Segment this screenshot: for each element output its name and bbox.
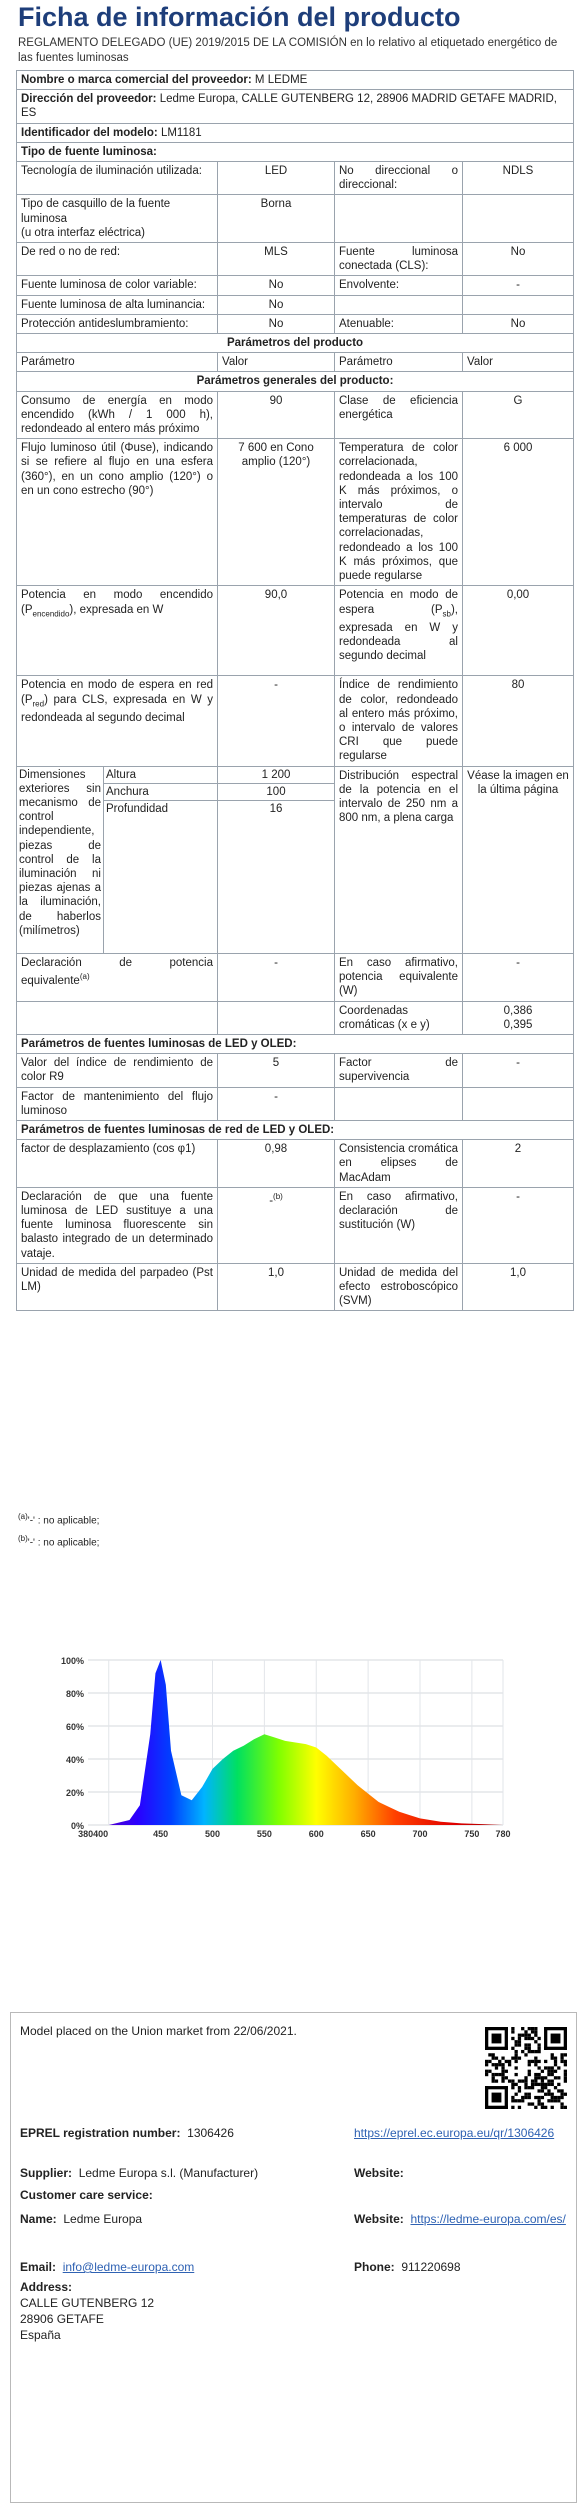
high-luminance-value: No [218,295,335,314]
care-website-label: Website: [354,2212,404,2226]
tech-value: LED [218,162,335,195]
on-power-label-sub: encendido [32,608,70,618]
model-id-value: LM1181 [160,126,202,139]
macadam-label: Consistencia cromática en elipses de MacAdam [335,1140,463,1188]
cct-label: Temperatura de color correlacionada, redondeada a los 100 K más próximos, o intervalo de temperaturas de color correlacionadas, redondeado a los 100 K más próximos, que puede regularse [335,439,463,586]
x-axis-ticks [78,1829,510,1839]
regulation-subtitle: REGLAMENTO DELEGADO (UE) 2019/2015 DE LA COMISIÓN en lo relativo al etiquetado energético de las fuentes luminosas [18,37,558,64]
address-line-1: CALLE GUTENBERG 12 [20,2296,155,2310]
page-title: Ficha de información del producto [18,2,461,32]
phone-label: Phone: [354,2260,395,2274]
cct-value: 6 000 [463,439,574,586]
replacement-sup: (b) [273,1191,283,1201]
x-tick-label: 700 [412,1829,428,1839]
high-luminance-label: Fuente luminosa de alta luminancia: [17,295,218,314]
width-label: Anchura [104,783,218,800]
standby-value: 0,00 [463,586,574,676]
flux-value: 7 600 en Cono amplio (120°) [218,439,335,586]
tech-label: Tecnología de iluminación utilizada: [17,162,218,195]
net-standby-label-a: Potencia en modo de espera en red (P [21,679,213,706]
led-params-heading: Parámetros de fuentes luminosas de LED y OLED: [17,1034,574,1053]
equivalent-power-text: Declaración de potencia equivalente [21,956,213,987]
product-info-table [16,70,574,1311]
r9-value: 5 [218,1054,335,1087]
x-tick-label: 650 [360,1829,376,1839]
glare-label: Protección antideslumbramiento: [17,314,218,333]
y-tick-label: 80% [65,1689,84,1699]
supplier-address-value: Ledme Europa, CALLE GUTENBERG 12, 28906 MADRID GETAFE MADRID, ES [21,93,557,120]
address-line-2: 28906 GETAFE [20,2312,104,2326]
chromaticity-x: 0,386 [503,1004,533,1017]
x-tick-label: 450 [153,1829,169,1839]
footnote-b [18,1530,99,1552]
depth-value: 16 [269,802,283,815]
footnote-b-text: '-' : no aplicable; [27,1537,100,1549]
survival-label: Factor de supervivencia [335,1054,463,1087]
chromaticity-y: 0,395 [503,1018,533,1031]
cap-label-note: (u otra interfaz eléctrica) [21,226,145,239]
efficiency-class-label: Clase de eficiencia energética [335,391,463,439]
net-standby-value: - [218,676,335,766]
on-power-label-b: ), expresada en W [69,603,164,616]
standby-label-b: ), expresada en W y redondeada al segundo decimal [339,603,458,663]
maintenance-label: Factor de mantenimiento del flujo luminoso [17,1087,218,1120]
glare-value: No [218,314,335,333]
on-power-value: 90,0 [218,586,335,676]
y-tick-label: 60% [65,1722,84,1732]
y-tick-label: 20% [65,1788,84,1798]
cos-phi-value: 0,98 [218,1140,335,1188]
website-label: Website: [354,2166,404,2180]
care-website-link[interactable]: https://ledme-europa.com/es/ [410,2212,566,2226]
replacement-aff-label: En caso afirmativo, declaración de sustitución (W) [335,1187,463,1263]
dimensions-table [17,767,217,953]
footnotes [18,1508,99,1553]
x-tick-label: 600 [308,1829,324,1839]
nondir-value: NDLS [463,162,574,195]
svm-value: 1,0 [463,1263,574,1311]
equivalent-aff-value: - [463,953,574,1001]
general-params-heading: Parámetros generales del producto: [17,372,574,391]
email-label: Email: [20,2260,57,2274]
email-link[interactable]: info@ledme-europa.com [62,2260,195,2274]
supplier-label: Supplier: [20,2166,73,2180]
depth-label: Profundidad [106,802,169,815]
energy-label: Consumo de energía en modo encendido (kWh / 1 000 h), redondeado al entero más próximo [17,391,218,439]
eprel-reg-value: 1306426 [187,2126,234,2140]
y-tick-label: 40% [65,1755,84,1765]
standby-label-sub: sb [442,608,451,618]
net-standby-label-sub: red [32,698,45,708]
supplier-name-value: M LEDME [254,74,308,86]
replacement-value-text: - [269,1194,274,1207]
on-power-label [17,586,218,676]
replacement-label: Declaración de que una fuente luminosa de LED sustituye a una fuente luminosa fluorescente sin balasto integrado de un determinado vataje. [17,1187,218,1263]
spd-value: Véase la imagen en la última página [463,766,574,953]
height-label: Altura [104,767,218,784]
supplier-value: Ledme Europa s.l. (Manufacturer) [78,2166,259,2180]
eprel-reg-label: EPREL registration number: [20,2126,181,2140]
footnote-a-text: '-' : no aplicable; [27,1515,100,1527]
model-id-label: Identificador del modelo: [21,126,158,139]
cap-value: Borna [218,195,335,243]
eprel-qr-link[interactable]: https://eprel.ec.europa.eu/qr/1306426 [354,2126,555,2140]
mains-led-heading: Parámetros de fuentes luminosas de red de LED y OLED: [17,1120,574,1139]
footnote-b-sup: (b) [18,1534,28,1544]
cap-label: Tipo de casquillo de la fuente luminosa [21,198,171,225]
address-line-3: España [20,2328,61,2342]
net-standby-label [17,676,218,766]
cri-value: 80 [463,676,574,766]
chromaticity-label: Coordenadas cromáticas (x e y) [335,1001,463,1034]
x-tick-label: 750 [464,1829,480,1839]
cls-value: No [463,243,574,276]
y-tick-label: 100% [60,1656,84,1666]
maintenance-value: - [218,1087,335,1120]
cos-phi-label: factor de desplazamiento (cos φ1) [17,1140,218,1188]
y-axis-ticks [61,1656,84,1831]
phone-value: 911220698 [401,2260,461,2274]
standby-label [335,586,463,676]
standby-label-a: Potencia en modo de espera (P [339,589,458,616]
eprel-card [10,2012,577,2503]
on-power-label-a: Potencia en modo encendido (P [21,589,213,616]
net-standby-label-b: ) para CLS, expresada en W y redondeada al segundo decimal [21,693,213,724]
dimmable-value: No [463,314,574,333]
y-tick-label: 0% [70,1821,84,1831]
footnote-a-sup: (a) [18,1512,28,1521]
col-header-value-1: Valor [218,353,335,372]
replacement-aff-value: - [463,1187,574,1263]
envelope-value: - [463,276,574,295]
equivalent-power-value: - [218,953,335,1001]
cri-label: Índice de rendimiento de color, redondeado al entero más próximo, o intervalo de valores CRI que puede regularse [335,676,463,766]
x-tick-label: 500 [204,1829,221,1839]
spectral-distribution-chart [48,1650,518,1850]
energy-value: 90 [218,391,335,439]
mains-value: MLS [218,243,335,276]
x-tick-label: 380400 [78,1829,109,1839]
x-tick-label: 780 [495,1829,511,1839]
nondir-label: No direccional o direccional: [335,162,463,195]
care-name-label: Name: [20,2212,57,2226]
flux-label: Flujo luminoso útil (Φuse), indicando si se refiere al flujo en una esfera (360°), en un cono amplio (120°) o en un cono estrecho (90°) [17,439,218,586]
dimmable-label: Atenuable: [335,314,463,333]
survival-value: - [463,1054,574,1087]
supplier-name-label: Nombre o marca comercial del proveedor: [21,74,252,86]
dimensions-label: Dimensiones exteriores sin mecanismo de control independiente, piezas de control de la iluminación ni piezas ajenas a la iluminación, de haberlos (milímetros) [17,767,104,953]
height-value: 1 200 [218,767,334,784]
mains-label: De red o no de red: [17,243,218,276]
col-header-value-2: Valor [463,353,574,372]
svm-label: Unidad de medida del efecto estroboscópico (SVM) [335,1263,463,1311]
source-type-heading: Tipo de fuente luminosa: [17,142,574,161]
equivalent-power-sup: (a) [79,972,90,982]
envelope-label: Envolvente: [335,276,463,295]
replacement-value [218,1187,335,1263]
flicker-value: 1,0 [218,1263,335,1311]
col-header-param-2: Parámetro [335,353,463,372]
product-params-heading: Parámetros del producto [17,334,574,353]
spd-label: Distribución espectral de la potencia en el intervalo de 250 nm a 800 nm, a plena carga [335,766,463,953]
flicker-label: Unidad de medida del parpadeo (Pst LM) [17,1263,218,1311]
equivalent-power-label [17,953,218,1001]
col-header-param-1: Parámetro [17,353,218,372]
footnote-a [18,1508,99,1530]
equivalent-aff-label: En caso afirmativo, potencia equivalente (W) [335,953,463,1001]
supplier-address-label: Dirección del proveedor: [21,93,157,106]
width-value: 100 [218,783,334,800]
macadam-value: 2 [463,1140,574,1188]
x-tick-label: 550 [256,1829,272,1839]
address-label: Address: [20,2280,73,2294]
qr-code-icon[interactable] [485,2027,567,2109]
spectrum-area [88,1660,503,1825]
cls-label: Fuente luminosa conectada (CLS): [335,243,463,276]
efficiency-class-value: G [463,391,574,439]
colour-tunable-label: Fuente luminosa de color variable: [17,276,218,295]
colour-tunable-value: No [218,276,335,295]
care-name-value: Ledme Europa [63,2212,143,2226]
placed-on-market: Model placed on the Union market from 22/06/2021. [20,2024,297,2038]
r9-label: Valor del índice de rendimiento de color R9 [17,1054,218,1087]
customer-care-heading: Customer care service: [20,2188,153,2202]
